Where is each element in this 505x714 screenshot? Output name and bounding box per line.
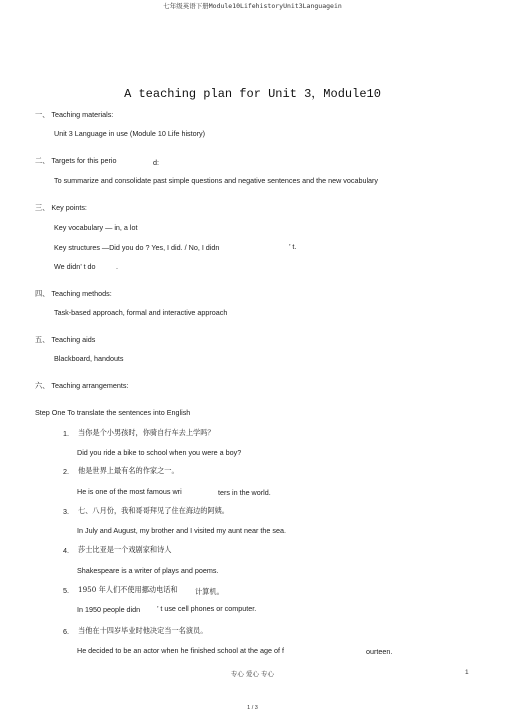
item-chinese: 七、八月份，我和哥哥拜见了住在海边的阿姨。 (78, 506, 229, 515)
item-chinese: 他是世界上最有名的作家之一。 (78, 466, 179, 475)
footer-center: 专心 爱心 专心 (230, 670, 275, 678)
item-number: 5. (63, 586, 69, 595)
item-number: 1. (63, 429, 69, 438)
item-english: Did you ride a bike to school when you were a boy? (77, 448, 242, 457)
item-english-tail: ourteen. (366, 647, 393, 656)
section-5-body: Blackboard, handouts (54, 354, 124, 363)
item-english: In 1950 people didn (77, 605, 141, 614)
item-chinese: 1950 年人们不使用挪动电话和 (78, 585, 178, 594)
key-structures-line-tail: ’ t. (289, 242, 297, 251)
page-header: 七年级英语下册Module10LifehistoryUnit3Languagein (163, 2, 342, 10)
item-chinese: 当你是个小男孩时，你骑自行车去上学吗？ (78, 428, 215, 437)
item-english: He decided to be an actor when he finished school at the age of f (77, 646, 284, 655)
key-vocabulary-line: Key vocabulary — in, a lot (54, 223, 138, 232)
item-english-tail: ’ t use cell phones or computer. (157, 604, 257, 613)
page-title: A teaching plan for Unit 3，Module10 (124, 87, 381, 101)
section-1-heading: 一、 Teaching materials: (35, 110, 114, 119)
key-structures-line: Key structures —Did you do ? Yes, I did. / No, I didn (54, 243, 220, 252)
item-english: In July and August, my brother and I visited my aunt near the sea. (77, 526, 286, 535)
item-number: 2. (63, 467, 69, 476)
item-chinese-tail: 计算机。 (195, 587, 224, 596)
section-6-heading: 六、 Teaching arrangements: (35, 381, 129, 390)
section-1-body: Unit 3 Language in use (Module 10 Life history) (54, 129, 206, 138)
item-number: 6. (63, 627, 69, 636)
item-chinese: 莎士比亚是一个戏剧家和诗人 (78, 545, 172, 554)
item-english: Shakespeare is a writer of plays and poems. (77, 566, 219, 575)
item-number: 4. (63, 546, 69, 555)
item-english: He is one of the most famous wri (77, 487, 182, 496)
item-english-tail: ters in the world. (218, 488, 271, 497)
section-2-heading: 二、 Targets for this perio (35, 156, 117, 165)
negative-structure-line-tail: . (116, 262, 118, 271)
section-2-body: To summarize and consolidate past simple questions and negative sentences and the new vocabulary (54, 176, 379, 185)
footer-page-number: 1 (465, 669, 469, 676)
negative-structure-line: We didn’ t do (54, 262, 96, 271)
section-3-heading: 三、 Key points: (35, 203, 87, 212)
item-chinese: 当他在十四岁毕业时他决定当一名演员。 (78, 626, 208, 635)
page-indicator: 1 / 3 (247, 705, 258, 711)
section-4-heading: 四、 Teaching methods: (35, 289, 112, 298)
section-2-heading-tail: d: (153, 158, 159, 167)
section-5-heading: 五、 Teaching aids (35, 335, 96, 344)
item-number: 3. (63, 507, 69, 516)
step-one-heading: Step One To translate the sentences into English (35, 408, 191, 417)
section-4-body: Task-based approach, formal and interactive approach (54, 308, 228, 317)
